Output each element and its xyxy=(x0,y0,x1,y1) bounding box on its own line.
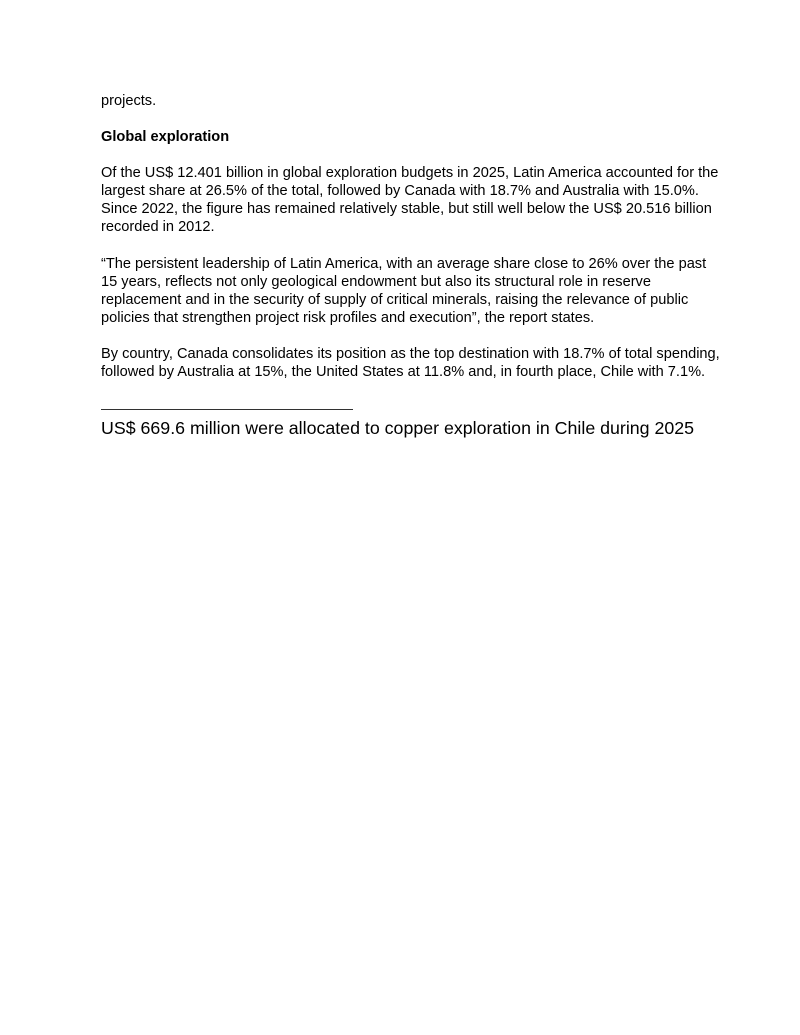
section-heading: Global exploration xyxy=(101,129,230,146)
carryover-text: projects. xyxy=(101,93,157,109)
paragraph-1: Of the US$ 12.401 billion in global exploration budgets in 2025, Latin America accounted for the largest share at 26.5% of the total, followed by Canada with 18.7% and Australia with 15.0%. Since 2022, the figure has remained relatively stable, but still well below the US$ 20.516 billion recorded in 2012. xyxy=(101,165,719,236)
document-page xyxy=(101,92,721,439)
next-article-headline[interactable]: US$ 669.6 million were allocated to copper exploration in Chile during 2025 xyxy=(101,418,695,439)
separator-line: —————————————————— xyxy=(101,400,353,417)
paragraph-3: By country, Canada consolidates its position as the top destination with 18.7% of total spending, followed by Australia at 15%, the United States at 11.8% and, in fourth place, Chile with 7.1%. xyxy=(101,345,720,381)
paragraph-2: “The persistent leadership of Latin America, with an average share close to 26% over the past 15 years, reflects not only geological endowment but also its structural role in reserve replacement and in the security of supply of critical minerals, raising the relevance of public policies that strengthen project risk profiles and execution”, the report states. xyxy=(101,255,707,326)
